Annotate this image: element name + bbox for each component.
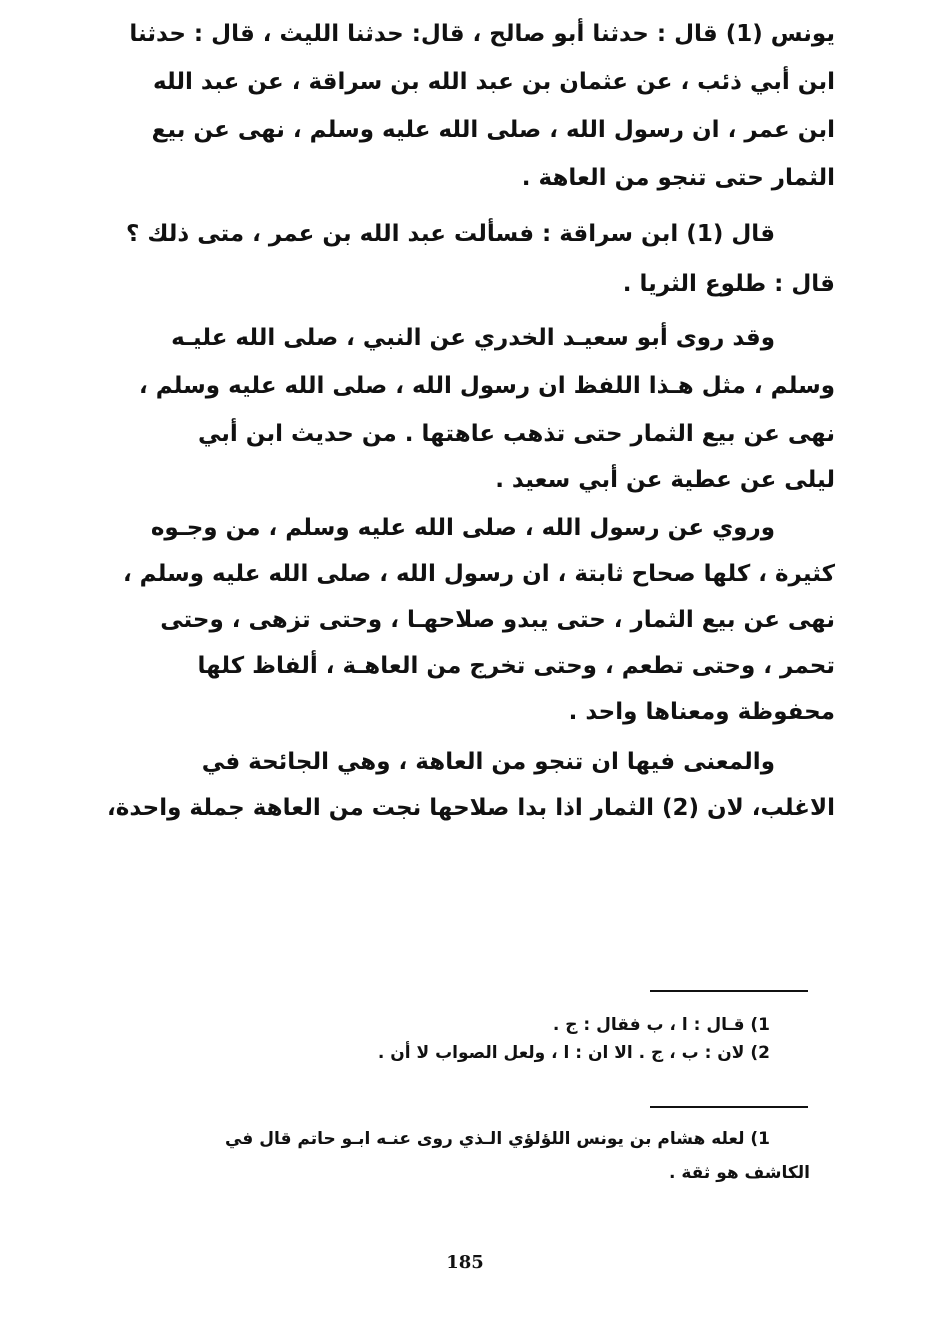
page-number: 185 [446,1252,484,1273]
text-line: وروي عن رسول الله ، صلى الله عليه وسلم ، من وجـوه [150,515,775,541]
text-line: نهى عن بيع الثمار ، حتى يبدو صلاحهـا ، وحتى تزهى ، وحتى [160,607,835,633]
text-line: قال (1) ابن سراقة : فسألت عبد الله بن عمر ، متى ذلك ؟ [126,221,775,247]
text-line: كثيرة ، كلها صحاح ثابتة ، ان رسول الله ، صلى الله عليه وسلم ، [122,561,835,587]
text-line: وقد روى أبو سعيـد الخدري عن النبي ، صلى الله عليـه [171,325,775,351]
variant-note: 1) قـال : ا ، ب فقال : ج . [552,1015,770,1035]
text-line: يونس (1) قال : حدثنا أبو صالح ، قال: حدثنا الليث ، قال : حدثنا [129,21,835,47]
text-line: ابن أبي ذئب ، عن عثمان بن عبد الله بن سراقة ، عن عبد الله [153,69,835,95]
text-line: وسلم ، مثل هـذا اللفظ ان رسول الله ، صلى الله عليه وسلم ، [139,373,835,399]
text-line: محفوظة ومعناها واحد . [568,699,835,725]
footnote-separator [650,1106,808,1108]
footnote-line: 1) لعله هشام بن يونس اللؤلؤي الـذي روى عنـه ابـو حاتم قال في [224,1129,770,1149]
text-line: نهى عن بيع الثمار حتى تذهب عاهتها . من حديث ابن أبي [197,421,835,447]
text-line: قال : طلوع الثريا . [622,271,835,297]
text-line: ليلى عن عطية عن أبي سعيد . [495,467,835,493]
footnote-line: الكاشف هو ثقة . [668,1163,810,1183]
text-line: تحمر ، وحتى تطعم ، وحتى تخرج من العاهـة ، ألفاظ كلها [197,653,835,679]
text-line: والمعنى فيها ان تنجو من العاهة ، وهي الجائحة في [201,749,775,775]
variant-note: 2) لان : ب ، ج . الا ان : ا ، ولعل الصواب لا أن . [377,1043,770,1063]
text-line: الثمار حتى تنجو من العاهة . [521,165,835,191]
footnote-separator [650,990,808,992]
text-line: الاغلب، لان (2) الثمار اذا بدا صلاحها نجت من العاهة جملة واحدة، [107,795,835,821]
text-line: ابن عمر ، ان رسول الله ، صلى الله عليه وسلم ، نهى عن بيع [151,117,835,143]
